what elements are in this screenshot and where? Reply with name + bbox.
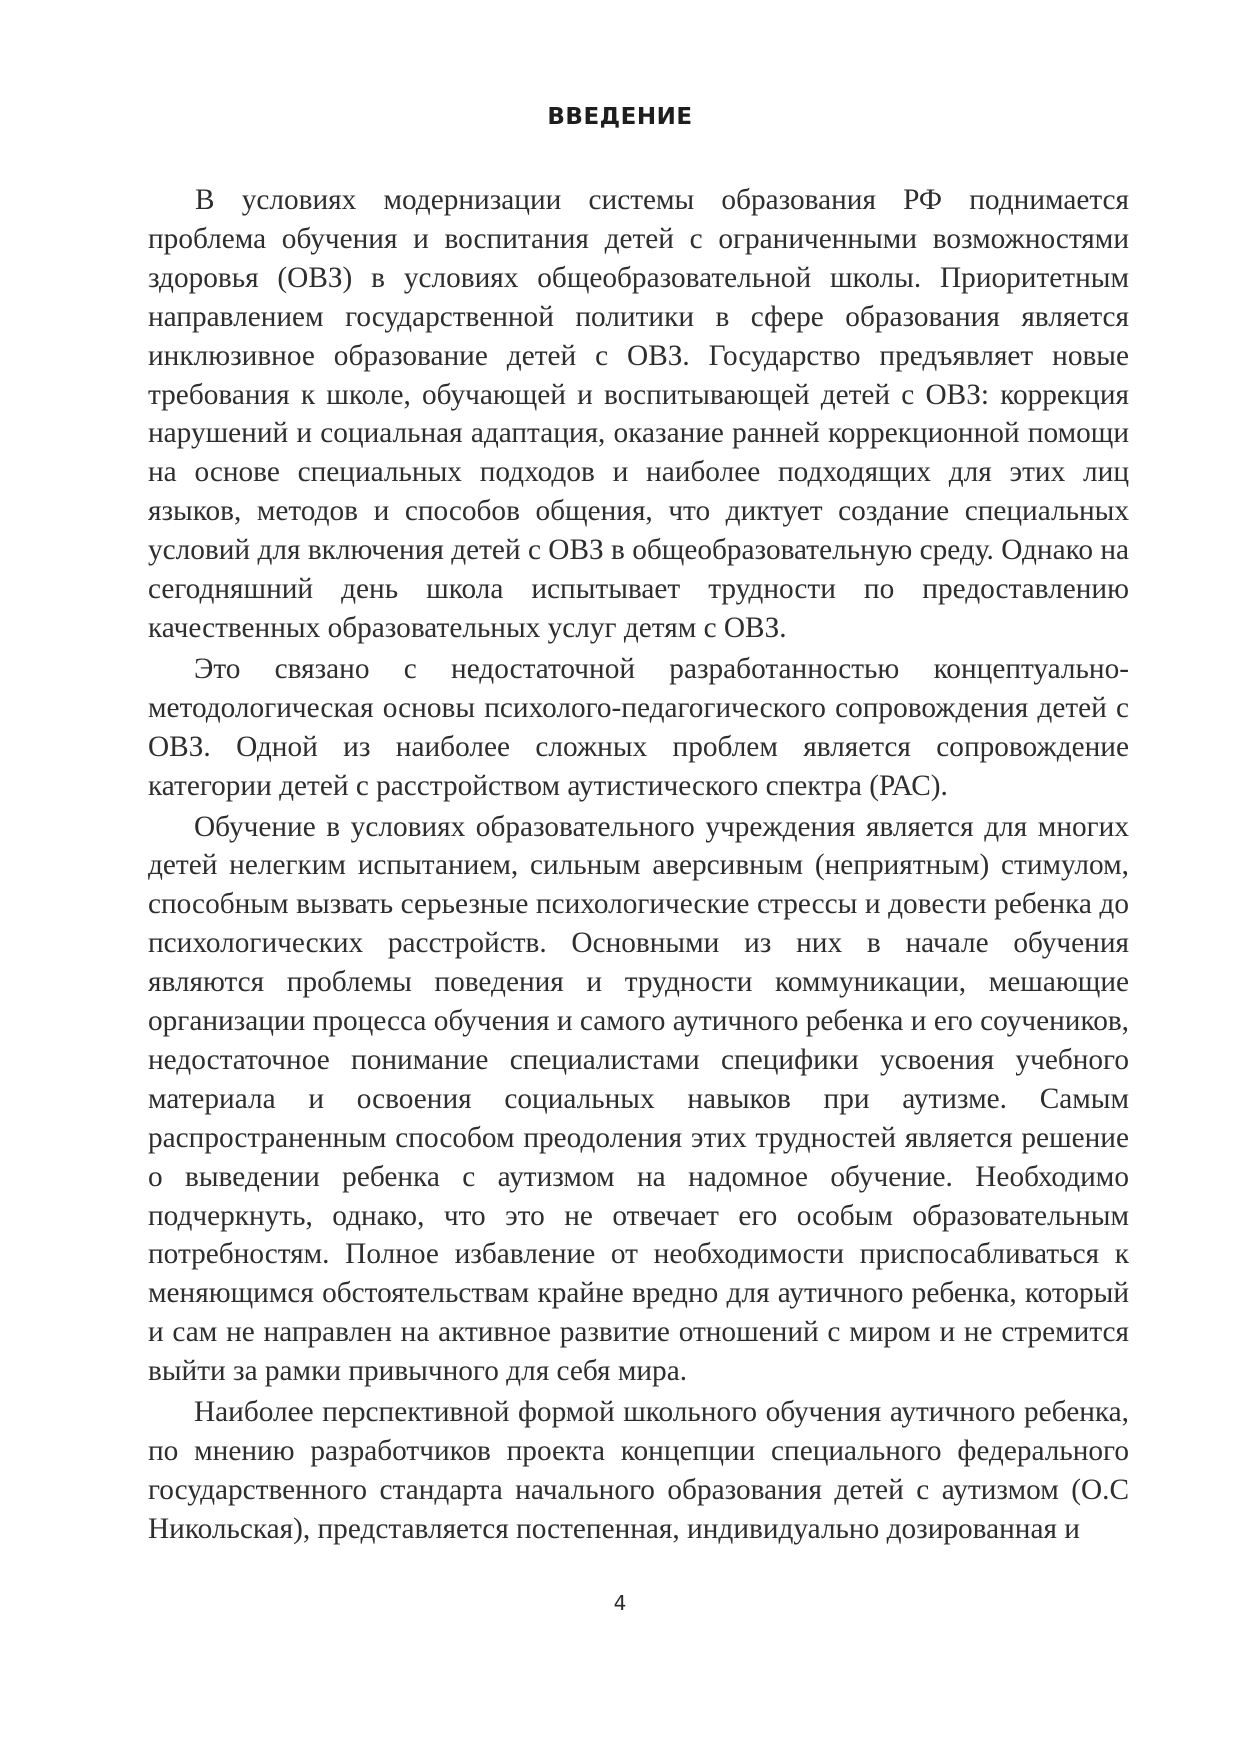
- paragraph-1: В условиях модернизации системы образования РФ поднимается проблема обучения и воспитания детей с ограниченными возможностями здоровья (ОВЗ) в условиях общеобразовательной школы. Приоритетным направлением государственной политики в сфере образования является инклюзивное образование детей с ОВЗ. Государство предъявляет новые требования к школе, обучающей и воспитывающей детей с ОВЗ: коррекция нарушений и социальная адаптация, оказание ранней коррекционной помощи на основе специальных подходов и наиболее подходящих для этих лиц языков, методов и способов общения, что диктует создание специальных условий для включения детей с ОВЗ в общеобразовательную среду. Однако на сегодняшний день школа испытывает трудности по предоставлению качественных образовательных услуг детям с ОВЗ.: [148, 184, 1129, 644]
- paragraph-2: Это связано с недостаточной разработанностью концептуально-методологическая основы психолого-педагогического сопровождения детей с ОВЗ. Одной из наиболее сложных проблем является сопровождение категории детей с расстройством аутистического спектра (РАС).: [148, 652, 1129, 802]
- section-heading: ВВЕДЕНИЕ: [547, 104, 693, 130]
- paragraph-3: Обучение в условиях образовательного учреждения является для многих детей нелегким испытанием, сильным аверсивным (неприятным) стимулом, способным вызвать серьезные психологические стрессы и довести ребенка до психологических расстройств. Основными из них в начале обучения являются проблемы поведения и трудности коммуникации, мешающие организации процесса обучения и самого аутичного ребенка и его соучеников, недостаточное понимание специалистами специфики усвоения учебного материала и освоения социальных навыков при аутизме. Самым распространенным способом преодоления этих трудностей является решение о выведении ребенка с аутизмом на надомное обучение. Необходимо подчеркнуть, однако, что это не отвечает его особым образовательным потребностям. Полное избавление от необходимости приспосабливаться к меняющимся обстоятельствам крайне вредно для аутичного ребенка, который и сам не направлен на активное развитие отношений с миром и не стремится выйти за рамки привычного для себя мира.: [148, 810, 1129, 1388]
- page-number: 4: [613, 1591, 627, 1615]
- body-text: [148, 181, 1129, 1549]
- paragraph-4: Наиболее перспективной формой школьного обучения аутичного ребенка, по мнению разработчиков проекта концепции специального федерального государственного стандарта начального образования детей с аутизмом (О.С Никольская), представляется постепенная, индивидуально дозированная и: [148, 1396, 1129, 1545]
